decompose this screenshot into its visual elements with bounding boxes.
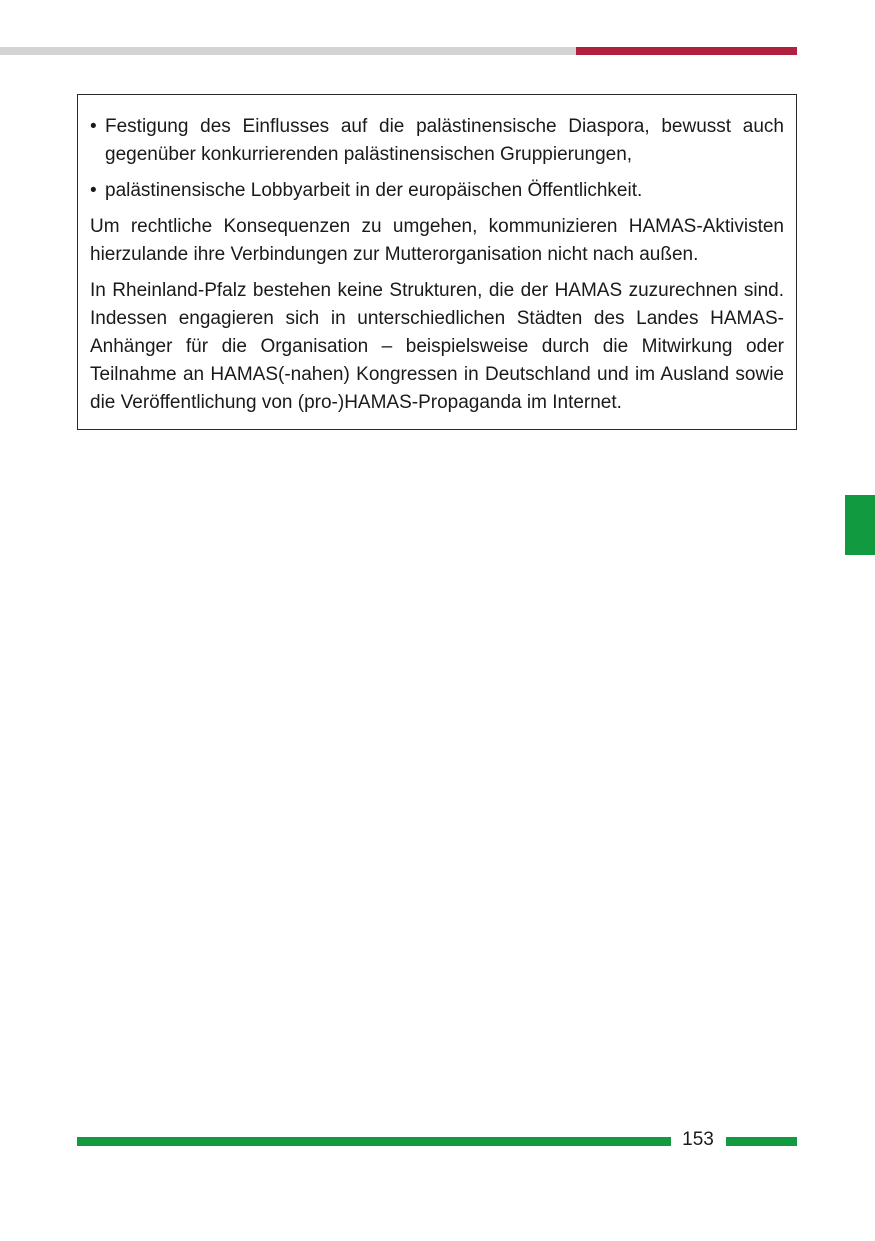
footer-rule-left	[77, 1137, 671, 1146]
bullet-item	[90, 177, 784, 205]
bullet-icon: •	[90, 116, 97, 137]
chapter-tab-marker	[845, 495, 875, 555]
page-number: 153	[682, 1129, 714, 1150]
bullet-text: palästinensische Lobbyarbeit in der europäischen Öffentlichkeit.	[105, 180, 643, 201]
paragraph: Um rechtliche Konsequenzen zu umgehen, kommunizieren HAMAS-Aktivisten hierzulande ihre Verbindungen zur Mutterorganisation nicht nach außen.	[90, 216, 784, 265]
header-rule-red	[576, 47, 797, 55]
info-box	[77, 94, 797, 430]
footer-rule-right	[726, 1137, 797, 1146]
bullet-text: Festigung des Einflusses auf die palästinensische Diaspora, bewusst auch gegenüber konkurrierenden palästinensischen Gruppierungen,	[105, 116, 784, 165]
paragraph: In Rheinland-Pfalz bestehen keine Strukturen, die der HAMAS zuzurechnen sind. Indessen engagieren sich in unterschiedlichen Städten des Landes HAMAS-Anhänger für die Organisation – beispielsweise durch die Mitwirkung oder Teilnahme an HAMAS(-nahen) Kongressen in Deutschland und im Ausland sowie die Veröffentlichung von (pro-)HAMAS-Propaganda im Internet.	[90, 280, 784, 413]
header-rule-grey	[0, 47, 576, 55]
bullet-icon: •	[90, 180, 97, 201]
bullet-item	[90, 113, 784, 169]
